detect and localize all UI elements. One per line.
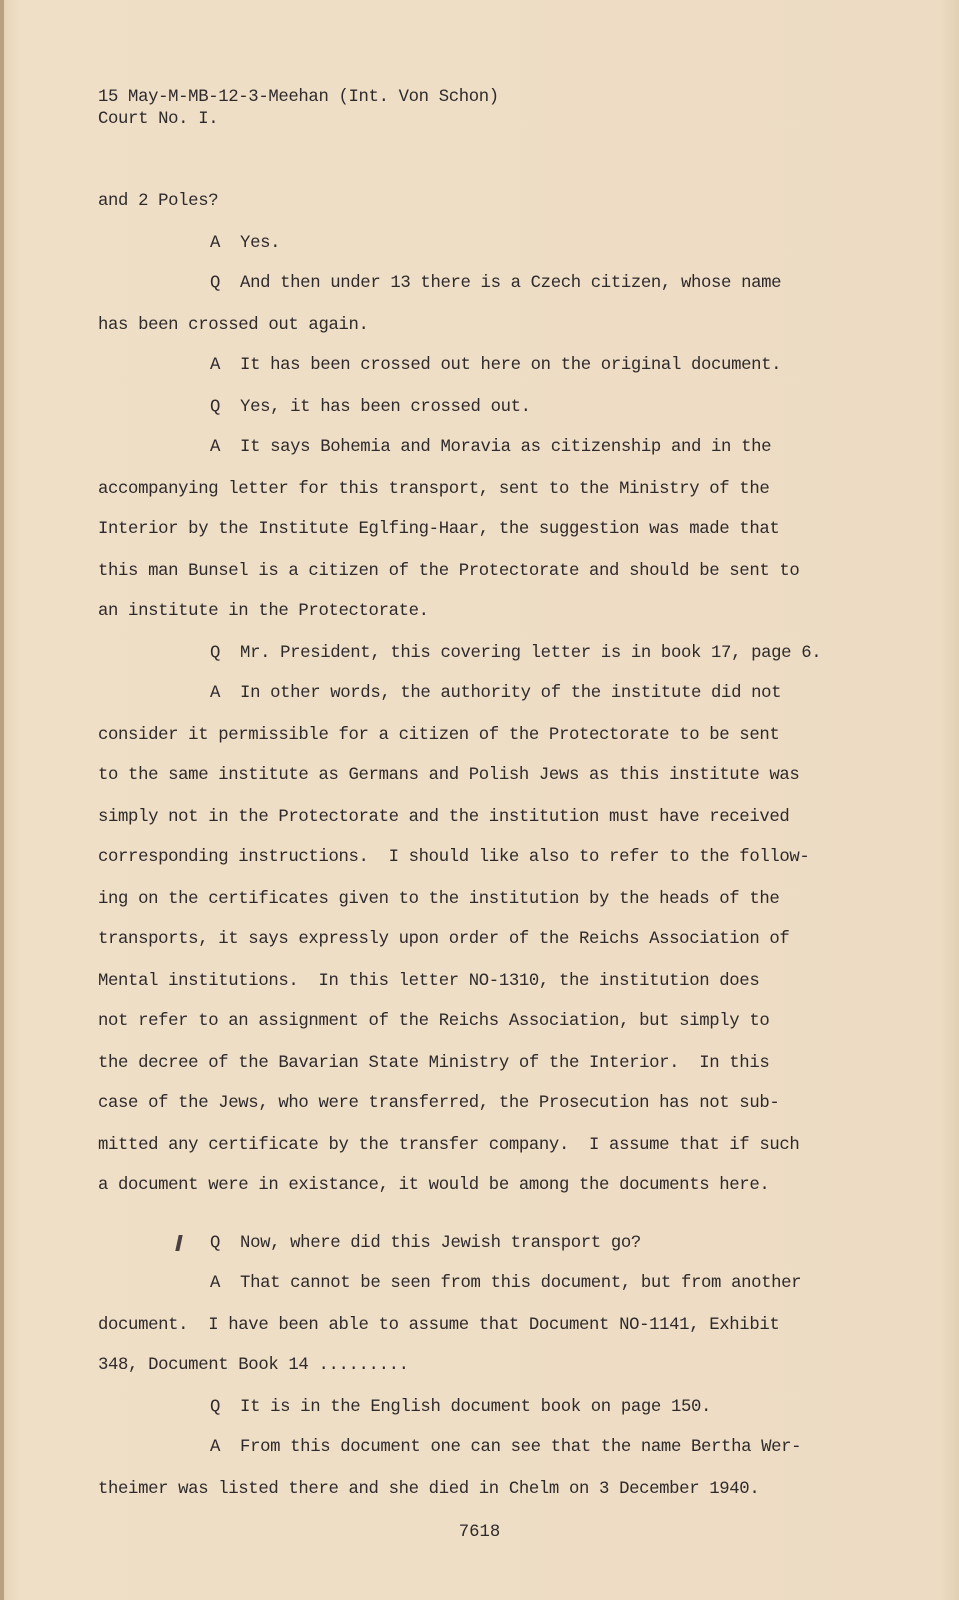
- body-line: Q And then under 13 there is a Czech citizen, whose name: [210, 274, 782, 293]
- body-line: case of the Jews, who were transferred, the Prosecution has not sub-: [98, 1094, 780, 1113]
- header-court: Court No. I.: [98, 110, 219, 129]
- body-line: Mental institutions. In this letter NO-1310, the institution does: [98, 972, 760, 991]
- body-line: 348, Document Book 14 .........: [98, 1356, 409, 1375]
- body-line: an institute in the Protectorate.: [98, 602, 429, 621]
- body-line: A Yes.: [210, 234, 281, 253]
- body-line: this man Bunsel is a citizen of the Protectorate and should be sent to: [98, 562, 800, 581]
- margin-pen-mark: [175, 1235, 182, 1251]
- body-line: Q It is in the English document book on page 150.: [210, 1398, 712, 1417]
- body-line: Interior by the Institute Eglfing-Haar, the suggestion was made that: [98, 520, 780, 539]
- body-line: a document were in existance, it would be among the documents here.: [98, 1176, 770, 1195]
- body-line: Q Now, where did this Jewish transport go?: [210, 1234, 641, 1253]
- body-line: to the same institute as Germans and Polish Jews as this institute was: [98, 766, 800, 785]
- body-line: and 2 Poles?: [98, 192, 219, 211]
- body-line: accompanying letter for this transport, sent to the Ministry of the: [98, 480, 770, 499]
- body-line: A It says Bohemia and Moravia as citizenship and in the: [210, 438, 772, 457]
- body-line: simply not in the Protectorate and the institution must have received: [98, 808, 790, 827]
- header-docket: 15 May-M-MB-12-3-Meehan (Int. Von Schon): [98, 88, 499, 107]
- body-line: ing on the certificates given to the institution by the heads of the: [98, 890, 780, 909]
- body-line: A That cannot be seen from this document, but from another: [210, 1274, 802, 1293]
- body-line: theimer was listed there and she died in Chelm on 3 December 1940.: [98, 1480, 760, 1499]
- page-edge: [0, 0, 4, 1600]
- body-line: corresponding instructions. I should like also to refer to the follow-: [98, 848, 810, 867]
- body-line: document. I have been able to assume that Document NO-1141, Exhibit: [98, 1316, 780, 1335]
- body-line: Q Yes, it has been crossed out.: [210, 398, 531, 417]
- body-line: A In other words, the authority of the institute did not: [210, 684, 782, 703]
- body-line: the decree of the Bavarian State Ministry of the Interior. In this: [98, 1054, 770, 1073]
- page-number: 7618: [458, 1523, 501, 1542]
- body-line: transports, it says expressly upon order of the Reichs Association of: [98, 930, 790, 949]
- body-line: not refer to an assignment of the Reichs Association, but simply to: [98, 1012, 770, 1031]
- body-line: A It has been crossed out here on the original document.: [210, 356, 782, 375]
- body-line: mitted any certificate by the transfer company. I assume that if such: [98, 1136, 800, 1155]
- body-line: has been crossed out again.: [98, 316, 369, 335]
- body-line: consider it permissible for a citizen of the Protectorate to be sent: [98, 726, 780, 745]
- body-line: A From this document one can see that the name Bertha Wer-: [210, 1438, 802, 1457]
- body-line: Q Mr. President, this covering letter is in book 17, page 6.: [210, 644, 822, 663]
